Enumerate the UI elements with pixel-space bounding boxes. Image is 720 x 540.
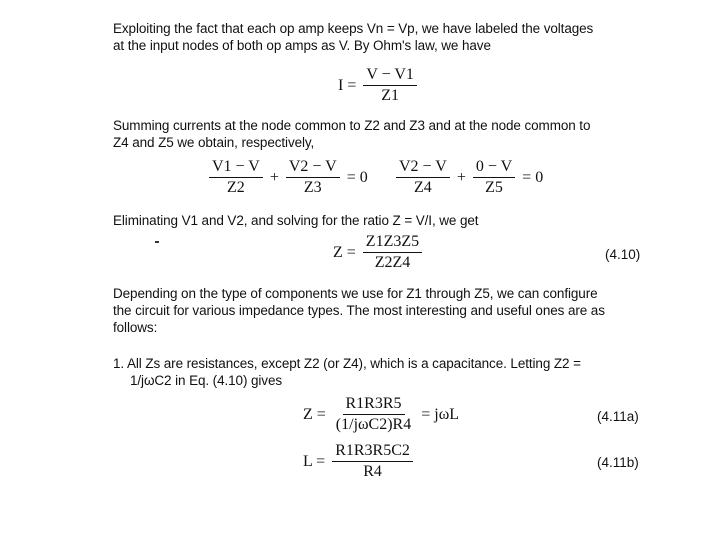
sum-a-numerator-1: V1 − V [209, 158, 263, 178]
equation-4-11b [300, 442, 417, 481]
eq-4-11a-numerator: R1R3R5 [343, 395, 405, 415]
sum-b-numerator-1: V2 − V [396, 158, 450, 178]
list-item-1 [113, 355, 648, 389]
node-sum-equation-b [392, 158, 546, 197]
eq-4-11a-lhs: Z = [303, 405, 326, 423]
sum-b-fraction-2 [473, 158, 515, 197]
sum-a-fraction-2 [286, 158, 340, 197]
sum-b-numerator-2: 0 − V [473, 158, 515, 178]
paragraph-1-line-2: at the input nodes of both op amps as V. By Ohm's law, we have [113, 38, 491, 53]
sum-a-denominator-1: Z2 [227, 179, 245, 196]
paragraph-4-line-2: the circuit for various impedance types. The most interesting and useful ones are as [113, 303, 605, 318]
eq-4-11b-fraction [332, 442, 413, 481]
sum-a-denominator-2: Z3 [303, 179, 322, 196]
paragraph-4-line-3: follows: [113, 320, 158, 335]
sum-b-denominator-1: Z4 [414, 179, 432, 196]
ohm-denominator: Z1 [381, 87, 400, 104]
paragraph-2-line-2: Z4 and Z5 we obtain, respectively, [113, 135, 315, 150]
eq-4-10-numerator: Z1Z3Z5 [363, 233, 422, 253]
sum-b-fraction-1 [396, 158, 450, 197]
sum-a-rhs: = 0 [346, 168, 368, 186]
eq-4-11a-number: (4.11a) [597, 409, 639, 424]
ohm-law-equation [335, 66, 421, 105]
paragraph-4 [113, 285, 648, 336]
eq-4-10-fraction [363, 233, 422, 272]
stray-mark [155, 241, 159, 243]
eq-4-11b-denominator: R4 [363, 463, 382, 480]
eq-4-11b-numerator: R1R3R5C2 [332, 442, 413, 462]
paragraph-2 [113, 117, 648, 151]
paragraph-4-line-1: Depending on the type of components we use for Z1 through Z5, we can configure [113, 286, 598, 301]
paragraph-1 [113, 20, 648, 54]
ohm-numerator: V − V1 [363, 66, 417, 86]
eq-4-10-lhs: Z = [333, 243, 356, 261]
eq-4-11a-rhs: = jωL [421, 405, 459, 423]
eq-4-11a-fraction [333, 395, 414, 434]
list-item-1-line-1: 1. All Zs are resistances, except Z2 (or Z4), which is a capacitance. Letting Z2 = [113, 356, 581, 371]
list-item-1-line-2: 1/jωC2 in Eq. (4.10) gives [130, 373, 283, 388]
sum-b-plus: + [456, 168, 466, 186]
paragraph-3: Eliminating V1 and V2, and solving for the ratio Z = V/I, we get [113, 213, 479, 228]
paragraph-1-line-1: Exploiting the fact that each op amp keeps Vn = Vp, we have labeled the voltages [113, 21, 594, 36]
equation-4-10 [330, 233, 426, 272]
eq-4-11b-lhs: L = [303, 452, 326, 470]
ohm-fraction [363, 66, 417, 105]
node-sum-equation-a [205, 158, 371, 197]
eq-4-10-number: (4.10) [605, 247, 641, 262]
equation-4-11a [300, 395, 462, 434]
eq-4-11a-denominator: (1/jωC2)R4 [335, 416, 412, 433]
sum-b-denominator-2: Z5 [485, 179, 503, 196]
ohm-lhs: I = [338, 76, 357, 94]
sum-b-rhs: = 0 [522, 168, 544, 186]
paragraph-2-line-1: Summing currents at the node common to Z2 and Z3 and at the node common to [113, 118, 591, 133]
sum-a-fraction-1 [209, 158, 263, 197]
sum-a-plus: + [269, 168, 279, 186]
sum-a-numerator-2: V2 − V [286, 158, 340, 178]
eq-4-11b-number: (4.11b) [597, 455, 639, 470]
eq-4-10-denominator: Z2Z4 [374, 254, 411, 271]
